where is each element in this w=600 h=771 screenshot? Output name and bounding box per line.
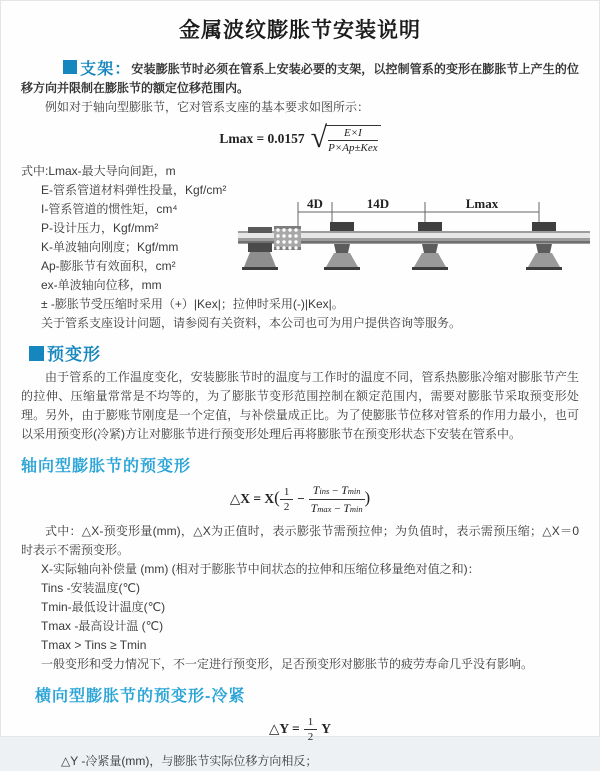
definition-line: K-单波轴向刚度；Kgf/mm [41, 240, 179, 254]
minus: − [334, 502, 341, 515]
axial-predeform-formula [21, 480, 579, 518]
axial-where-paragraph: 式中：△X-预变形量(mm)，△X为正值时，表示膨张节需预拉伸；为负值时，表示需预压缩；△X＝0时表示不需预变形。 [21, 524, 579, 557]
half-denominator: 2 [307, 730, 314, 743]
formula-fraction [328, 127, 378, 154]
support-section-heading: 支架： [80, 61, 132, 78]
t-install: Tins [312, 482, 330, 497]
parameter-line: X-实际轴向补偿量 (mm) (相对于膨胀节中间状态的拉伸和压缩位移量绝对值之和)： [41, 562, 480, 576]
minus-operator: − [297, 491, 305, 506]
half-denominator: 2 [283, 500, 290, 513]
support-example-line: 例如对于轴向型膨胀节，它对管系支座的基本要求如图所示： [45, 100, 370, 114]
definition-line: E-管系管道材料弹性投量，Kgf/cm² [41, 183, 227, 197]
minus: − [332, 484, 339, 497]
lateral-formula-lhs: △Y = [269, 721, 300, 736]
lateral-note-line: △Y -冷紧量(mm)，与膨胀节实际位移方向相反； [61, 754, 318, 768]
formula-radicand [325, 125, 381, 154]
pipe-support-diagram [238, 193, 594, 293]
temp-numerator [309, 483, 365, 500]
predeform-heading-label: 预变形 [47, 345, 101, 364]
blue-square-bullet-icon [63, 60, 77, 74]
lateral-sub-heading: 横向型膨胀节的预变形-冷紧 [35, 688, 246, 705]
axial-closing-line: 一般变形和受力情况下，不一定进行预变形，足否预变形对膨胀节的疲劳寿命几乎没有影响。 [41, 657, 534, 671]
formula-denominator: P×Ap±Kex [328, 141, 378, 154]
axial-formula-lhs: △X = X [229, 491, 275, 506]
right-paren: ) [364, 488, 371, 507]
definition-line: 式中:Lmax-最大导向间距，m [21, 164, 176, 178]
parameter-line: Tmax > Tins ≥ Tmin [41, 638, 147, 652]
temperature-fraction [309, 483, 365, 516]
t-min: Tmin [343, 500, 363, 515]
formula-lhs: Lmax = 0.0157 [219, 131, 305, 146]
lateral-formula-rhs: Y [321, 721, 331, 736]
dim-label-14d: 14D [366, 196, 390, 211]
parameter-line: Tmax -最高设计温 (℃) [41, 619, 164, 633]
definition-line: P-设计压力，Kgf/mm² [41, 221, 159, 235]
page-title: 金属波纹膨胀节安装说明 [179, 19, 421, 42]
one-half-fraction [280, 486, 294, 513]
t-min: Tmin [341, 482, 361, 497]
support-intro-text: 安装膨胀节时必须在管系上安装必要的支架，以控制管系的变形在膨胀节上产生的位移方向并限制在膨胀节的额定位移范围内。 [21, 62, 579, 95]
axial-sub-heading: 轴向型膨胀节的预变形 [21, 458, 192, 475]
bellows-icon [274, 226, 301, 250]
formula-numerator: E×I [328, 127, 378, 141]
square-root-symbol: √ [310, 121, 328, 154]
definition-line: ± -膨胀节受压缩时采用（+）|Kex|；拉伸时采用(-)|Kex|。 [41, 297, 344, 311]
half-numerator: 1 [304, 716, 318, 730]
one-half-fraction [304, 716, 318, 743]
guide-spacing-formula [21, 119, 579, 159]
parameter-line: Tmin-最低设计温度(℃) [41, 600, 166, 614]
guide-support-icon [526, 222, 562, 270]
guide-support-icon [412, 222, 448, 270]
temp-denominator [309, 500, 365, 516]
half-numerator: 1 [280, 486, 294, 500]
lateral-predeform-formula [21, 710, 579, 748]
definition-line: Ap-膨胀节有效面积，cm² [41, 259, 176, 273]
dim-label-4d: 4D [307, 196, 323, 211]
support-intro-paragraph [21, 60, 579, 98]
axial-parameter-list [21, 560, 579, 674]
parameter-line: Tins -安装温度(℃) [41, 581, 141, 595]
predeform-section-heading [29, 340, 579, 365]
guide-support-icon [324, 222, 360, 270]
definition-line: 关于管系支座设计问题，请参阅有关资料，本公司也可为用户提供咨询等服务。 [41, 316, 462, 330]
definition-line: ex-单波轴向位移，mm [41, 278, 162, 292]
t-max: Tmax [310, 500, 332, 515]
blue-square-bullet-icon [29, 346, 44, 361]
dim-label-lmax: Lmax [465, 196, 499, 211]
predeform-body-paragraph: 由于管系的工作温度变化，安装膨胀节时的温度与工作时的温度不同，管系热膨胀冷缩对膨胀节产生的拉伸、压缩量常常是不均等的，为了膨胀节变形范围控制在额定范围内，需要对膨胀节采取预变形处理。另外，由于膨账节刚度是一个定值，与补偿量成正比。为了使膨胀节位移对管系的作用力最小，也可以采用预变形(冷紧)方让对膨胀节进行预变形处理后再将膨胀节在预变形状态下安装在管系中。 [21, 370, 579, 441]
definition-line: I-管系管道的惯性矩，cm⁴ [41, 202, 178, 216]
left-paren: ( [274, 488, 280, 507]
